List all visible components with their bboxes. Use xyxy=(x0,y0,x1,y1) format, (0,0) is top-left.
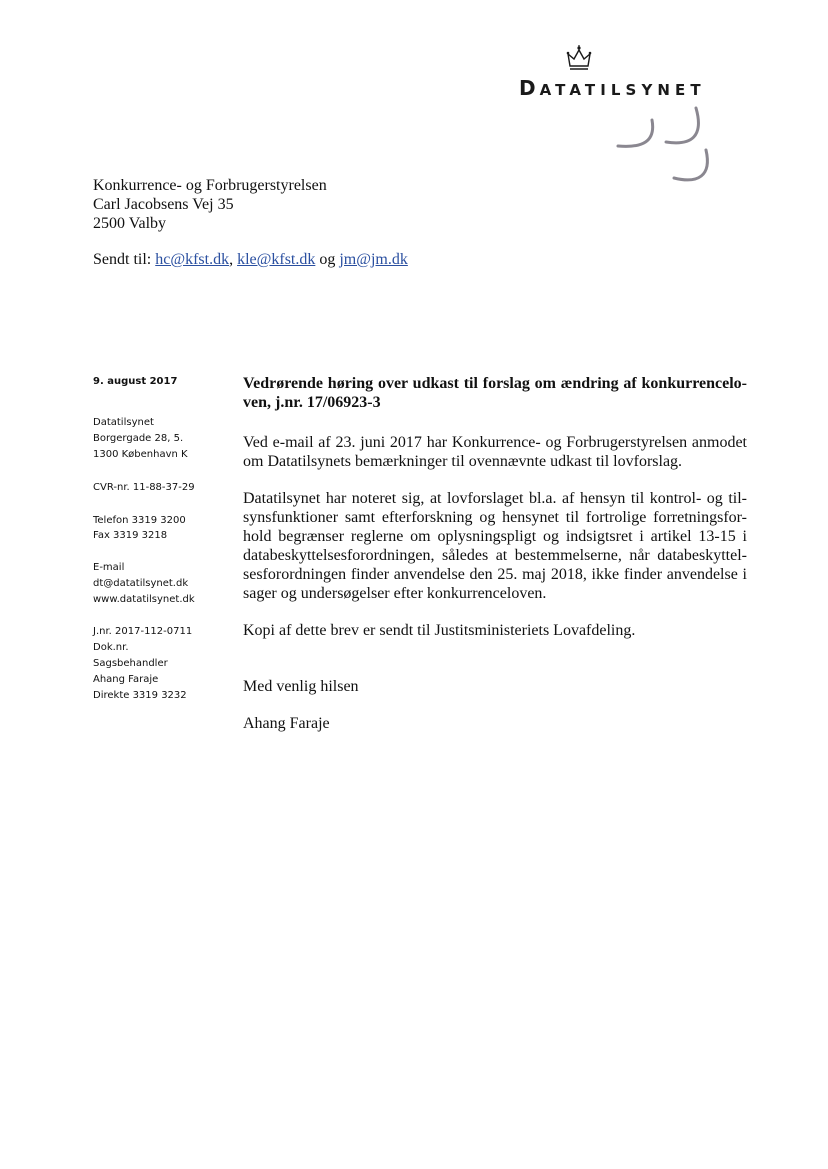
paragraph-2-line-4: databeskyttelsesforordningen, således at bestemmelserne, når databeskyttel- xyxy=(243,547,747,564)
caseworker-label: Sagsbehandler xyxy=(93,658,168,669)
document-number: Dok.nr. xyxy=(93,642,129,653)
org-email: dt@datatilsynet.dk xyxy=(93,578,189,589)
closing: Med venlig hilsen xyxy=(243,678,359,695)
sendt-til-label: Sendt til: xyxy=(93,251,152,268)
org-name: Datatilsynet xyxy=(93,417,154,428)
journal-number: J.nr. 2017-112-0711 xyxy=(93,626,193,637)
paragraph-2-line-5: sesforordningen finder anvendelse den 25. maj 2018, ikke finder anvendelse i xyxy=(243,566,747,583)
org-website: www.datatilsynet.dk xyxy=(93,594,195,605)
fax: Fax 3319 3218 xyxy=(93,530,168,541)
email-link-jm[interactable]: jm@jm.dk xyxy=(339,251,408,268)
recipient-street: Carl Jacobsens Vej 35 xyxy=(93,196,234,213)
recipient-city: 2500 Valby xyxy=(93,215,167,232)
recipient-name: Konkurrence- og Forbrugerstyrelsen xyxy=(93,177,327,194)
email-link-kle[interactable]: kle@kfst.dk xyxy=(237,251,316,268)
signature-mark xyxy=(612,102,722,188)
letter-date: 9. august 2017 xyxy=(93,376,178,387)
direct-phone: Direkte 3319 3232 xyxy=(93,690,187,701)
caseworker-name: Ahang Faraje xyxy=(93,674,159,685)
org-street: Borgergade 28, 5. xyxy=(93,433,184,444)
subject-line-1: Vedrørende høring over udkast til forslag om ændring af konkurrencelo- xyxy=(243,375,747,392)
cvr-number: CVR-nr. 11-88-37-29 xyxy=(93,482,195,493)
connector: og xyxy=(319,251,336,268)
sendt-til-line xyxy=(93,251,408,269)
email-link-hc[interactable]: hc@kfst.dk xyxy=(155,251,230,268)
org-city: 1300 København K xyxy=(93,449,188,460)
paragraph-2-line-2: synsfunktioner samt efterforskning og hensynet til fortrolige forretningsfor- xyxy=(243,509,747,526)
logo-text: DATATILSYNET xyxy=(519,76,706,100)
email-label: E-mail xyxy=(93,562,125,573)
paragraph-3: Kopi af dette brev er sendt til Justitsministeriets Lovafdeling. xyxy=(243,622,636,639)
paragraph-2-line-3: hold begrænser reglerne om oplysningspligt og indsigtsret i artikel 13-15 i xyxy=(243,528,747,545)
paragraph-1-line-1: Ved e-mail af 23. juni 2017 har Konkurrence- og Forbrugerstyrelsen anmodet xyxy=(243,434,747,451)
paragraph-1-line-2: om Datatilsynets bemærkninger til ovennævnte udkast til lovforslag. xyxy=(243,453,683,470)
paragraph-2-line-6: sager og undersøgelser efter konkurrenceloven. xyxy=(243,585,547,602)
phone: Telefon 3319 3200 xyxy=(93,515,186,526)
separator: , xyxy=(229,251,234,268)
crown-icon xyxy=(564,44,594,74)
subject-line-2: ven, j.nr. 17/06923-3 xyxy=(243,394,381,411)
paragraph-2-line-1: Datatilsynet har noteret sig, at lovforslaget bl.a. af hensyn til kontrol- og til- xyxy=(243,490,747,507)
signature-name: Ahang Faraje xyxy=(243,715,330,732)
